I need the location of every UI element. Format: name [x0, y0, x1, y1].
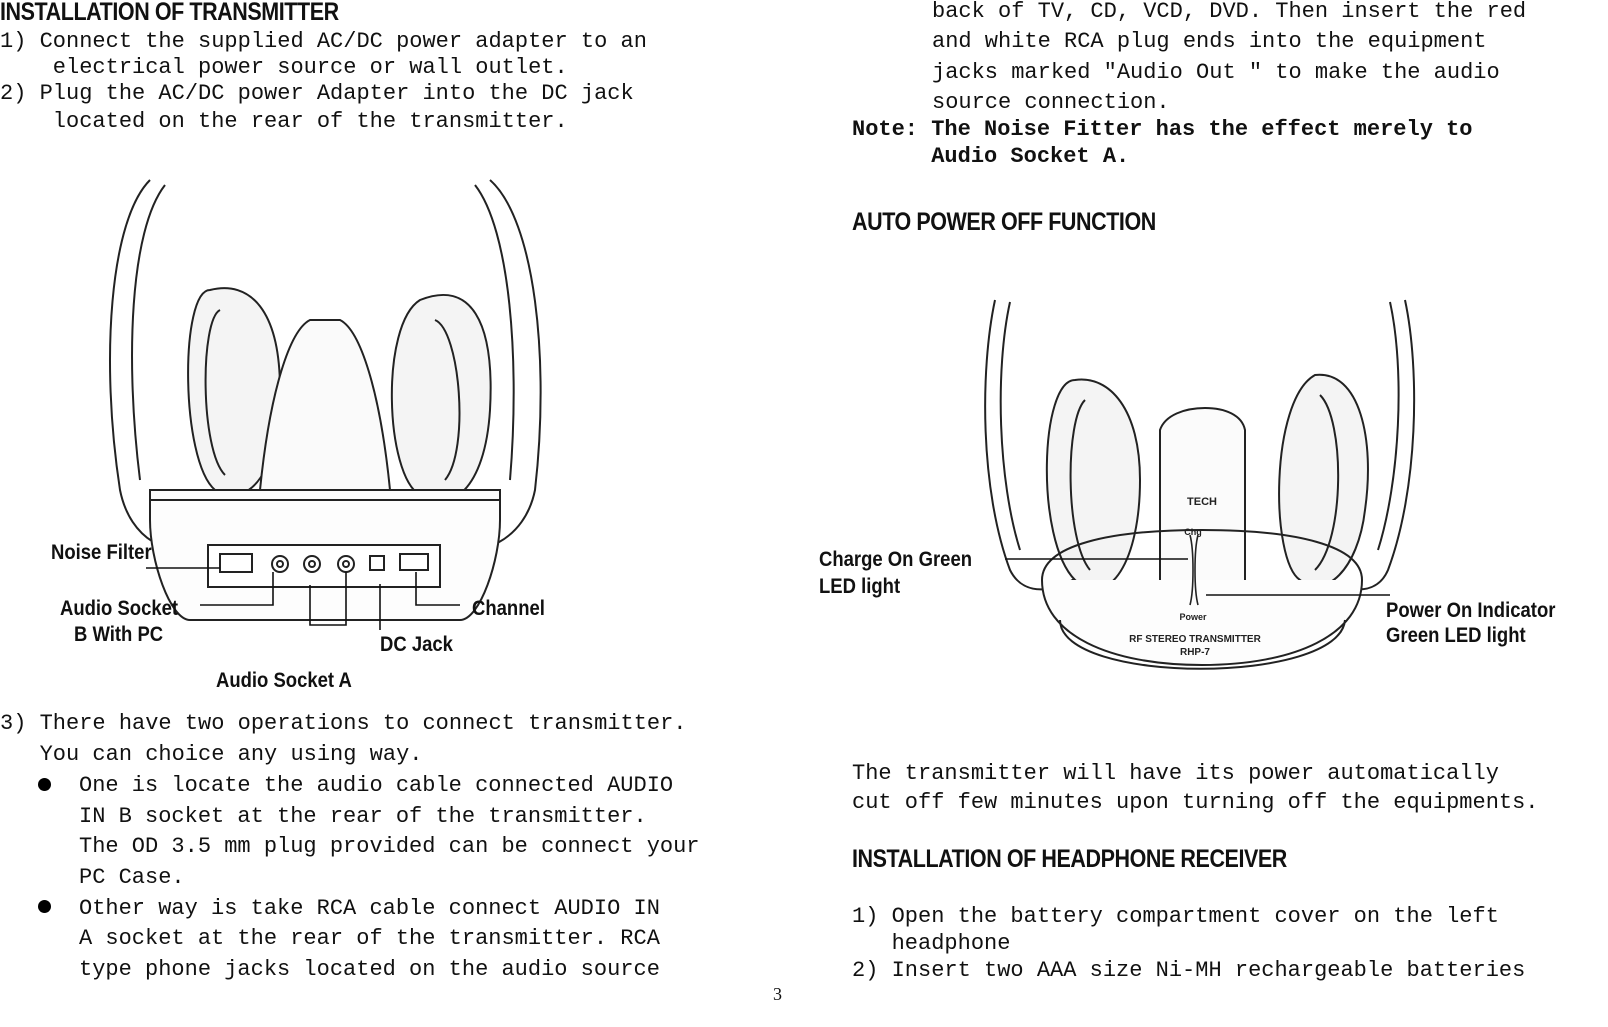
brand-logo-text: TECH	[1187, 496, 1217, 508]
bullet-2-line2: A socket at the rear of the transmitter. RCA	[79, 926, 660, 951]
bullet-icon	[38, 900, 51, 913]
auto-off-text-line2: cut off few minutes upon turning off the equipments.	[852, 790, 1539, 815]
bullet-2-line3: type phone jacks located on the audio source	[79, 957, 660, 982]
note-line2: Audio Socket A.	[852, 144, 1130, 169]
power-indicator-label-line2: Green LED light	[1386, 624, 1526, 647]
receiver-step-2: 2) Insert two AAA size Ni-MH rechargeable batteries	[852, 958, 1526, 983]
bullet-icon	[38, 778, 51, 791]
charge-led-label: Charge On Green	[819, 548, 973, 571]
transmitter-step-2-cont: located on the rear of the transmitter.	[0, 109, 568, 134]
bullet-1-line3: The OD 3.5 mm plug provided can be connect your	[79, 834, 700, 859]
continued-line4: source connection.	[932, 90, 1170, 115]
power-marking: Power	[1179, 612, 1207, 622]
channel-label: Channel	[472, 597, 545, 620]
continued-line3: jacks marked "Audio Out " to make the audio	[932, 60, 1500, 85]
dc-jack-label: DC Jack	[380, 633, 453, 656]
bullet-2-line1: Other way is take RCA cable connect AUDIO IN	[79, 896, 660, 921]
bullet-1-line4: PC Case.	[79, 865, 185, 890]
step-3-line2: You can choice any using way.	[0, 742, 423, 767]
receiver-step-1-cont: headphone	[852, 931, 1011, 956]
note-line1: Note: The Noise Fitter has the effect merely to	[852, 117, 1473, 142]
charge-led-label-line2: LED light	[819, 575, 901, 598]
auto-off-text-line1: The transmitter will have its power automatically	[852, 761, 1499, 786]
model-marking-1: RF STEREO TRANSMITTER	[1129, 634, 1261, 645]
transmitter-front-illustration	[980, 290, 1420, 710]
model-marking-2: RHP-7	[1179, 647, 1211, 658]
noise-filter-label: Noise Filter	[51, 541, 152, 564]
receiver-step-1: 1) Open the battery compartment cover on the left	[852, 904, 1499, 929]
power-indicator-label: Power On Indicator	[1386, 599, 1556, 622]
continued-line2: and white RCA plug ends into the equipment	[932, 29, 1487, 54]
bullet-1-line2: IN B socket at the rear of the transmitter.	[79, 804, 647, 829]
transmitter-step-1: 1) Connect the supplied AC/DC power adapter to an	[0, 29, 647, 54]
audio-socket-a-label: Audio Socket A	[216, 669, 352, 692]
audio-socket-b-label: Audio Socket	[60, 597, 179, 620]
chg-marking: Chg	[1184, 527, 1202, 537]
installation-transmitter-heading: INSTALLATION OF TRANSMITTER	[0, 0, 339, 26]
step-3-line1: 3) There have two operations to connect transmitter.	[0, 711, 687, 736]
page-number: 3	[773, 984, 782, 1004]
continued-line1: back of TV, CD, VCD, DVD. Then insert the red	[932, 0, 1527, 24]
audio-socket-b-label-line2: B With PC	[74, 623, 164, 646]
transmitter-step-2: 2) Plug the AC/DC power Adapter into the DC jack	[0, 81, 634, 106]
installation-receiver-heading: INSTALLATION OF HEADPHONE RECEIVER	[852, 845, 1287, 873]
transmitter-step-1-cont: electrical power source or wall outlet.	[0, 55, 568, 80]
auto-power-off-heading: AUTO POWER OFF FUNCTION	[852, 208, 1156, 236]
bullet-1-line1: One is locate the audio cable connected AUDIO	[79, 773, 674, 798]
